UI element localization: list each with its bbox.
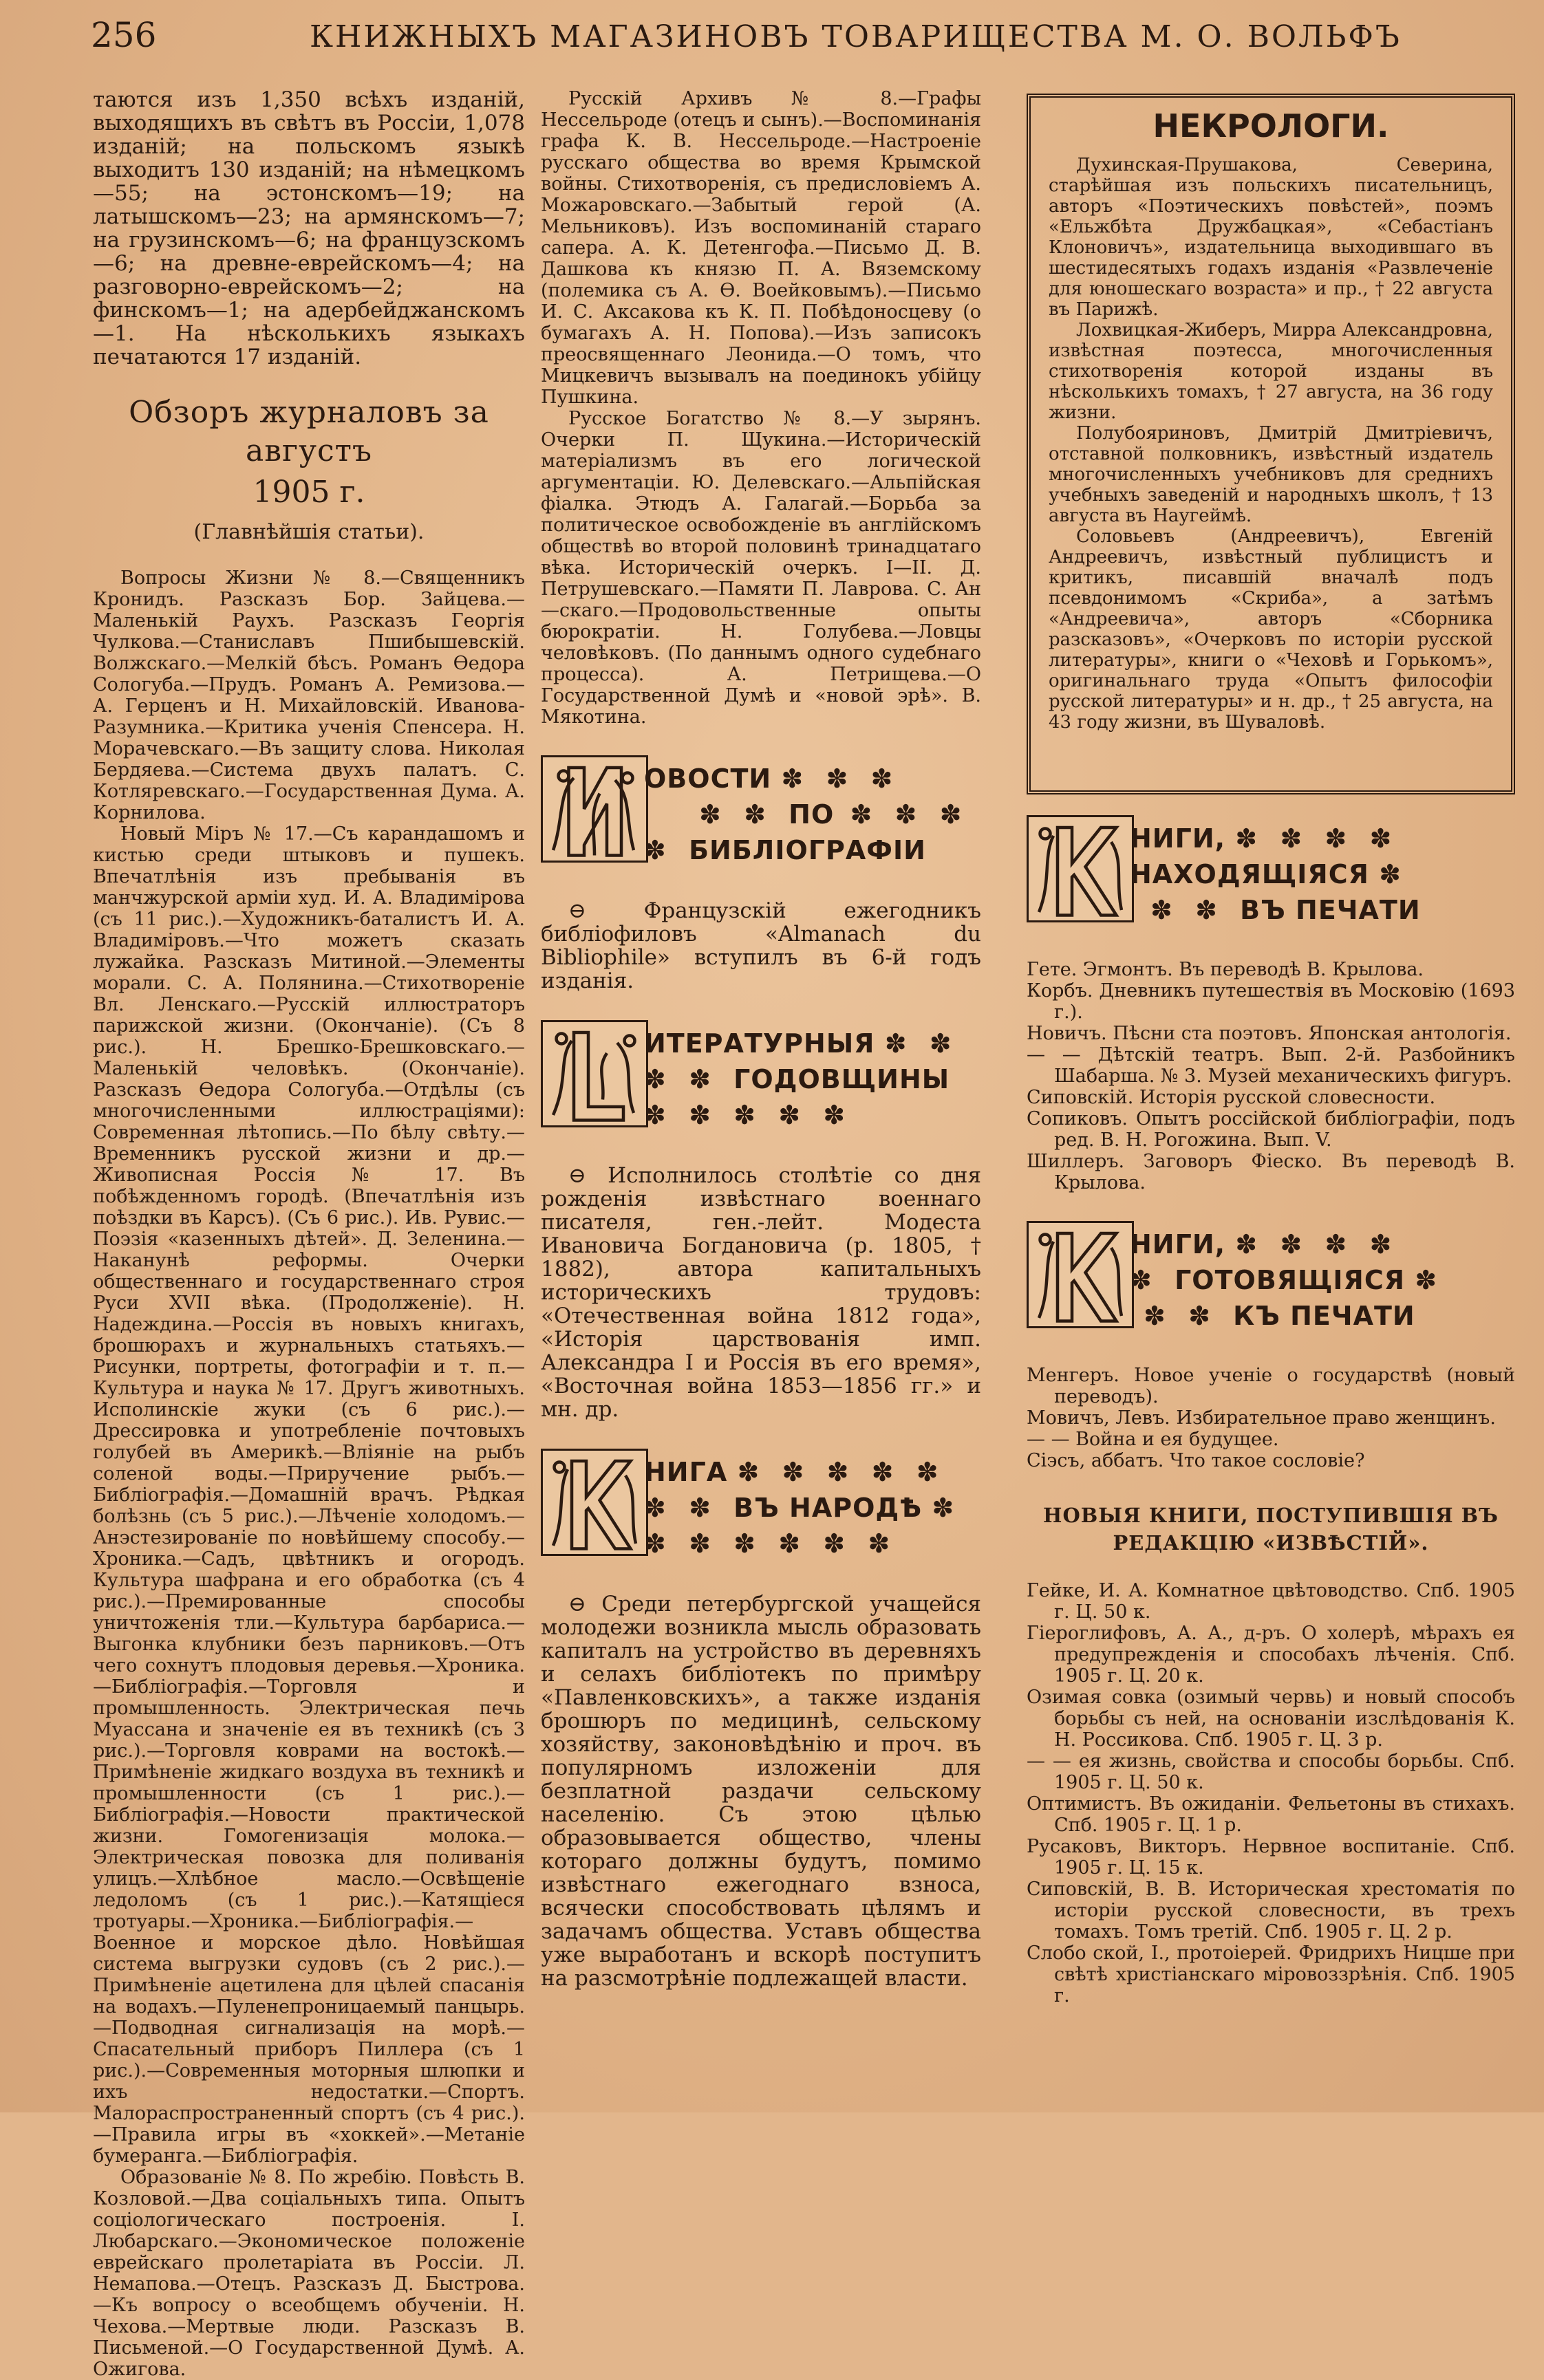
heading-line: НАХОДЯЩІЯСЯ — [1130, 859, 1369, 889]
book-entry: Корбъ. Дневникъ путешествія въ Московію (1693 г.). — [1027, 980, 1515, 1023]
book-entry: Гете. Эгмонтъ. Въ переводѣ В. Крылова. — [1027, 959, 1424, 980]
section-books-forthcoming — [1027, 1221, 1515, 1334]
section-heading: НИГА ✽ ✽ ✽ ✽ ✽ ✽ ✽ ВЪ НАРОДѢ ✽ ✽ ✽ ✽ ✽ ✽ ✽ — [644, 1457, 961, 1559]
column-right — [1027, 88, 1515, 2006]
heading-line: ГОТОВЯЩІЯСЯ — [1175, 1265, 1405, 1295]
review-title-year: 1905 г. — [253, 475, 365, 510]
book-entry: Сиповскій. Исторія русской словесности. — [1027, 1087, 1436, 1108]
heading-line: ИТЕРАТУРНЫЯ — [644, 1028, 875, 1059]
new-book-entry: Гіероглифовъ, А. А., д-ръ. О холерѣ, мѣрахъ ея предупрежденія и способахъ лѣченія. Спб. 1905 г. Ц. 20 к. — [1027, 1623, 1515, 1687]
review-entry: Образованіе № 8. По жребію. Повѣсть В. Козловой.—Два соціальныхъ типа. Опытъ соціологическаго построенія. I. Любарскаго.—Экономическое положеніе еврейскаго пролетаріата въ Россіи. Л. Немапова.—Отецъ. Разсказъ Д. Быстрова.—Къ вопросу о всеобщемъ обученіи. Н. Чехова.—Мертвые люди. Разсказъ В. Письменой.—О Государственной Думѣ. А. Ожигова. — [93, 2167, 525, 2380]
ornament-initial-icon — [541, 1449, 648, 1556]
ornament-initial-icon — [541, 1020, 648, 1127]
heading-line: ВЪ НАРОДѢ — [733, 1493, 923, 1523]
ornament-initial-icon — [1027, 1221, 1134, 1328]
books-forthcoming-list — [1027, 1365, 1515, 1471]
new-books-list — [1027, 1580, 1515, 2006]
review-subtitle: (Главнѣйшія статьи). — [193, 520, 425, 544]
book-people-item: ⊖ Среди петербургской учащейся молодежи возникла мысль образовать капиталъ на устройство въ деревняхъ и селахъ библіотекъ по примѣру «Павленковскихъ», а также изданія брошюръ по медицинѣ, сельскому хозяйству, законовѣдѣнію и проч. въ популярномъ изложеніи для безплатной раздачи сельскому населенію. Съ этою цѣлью образовывается общество, члены котораго должны будутъ, помимо извѣстнаго ежегоднаго взноса, всячески способствовать цѣлямъ и задачамъ общества. Уставъ общества уже выработанъ и вскорѣ поступитъ на разсмотрѣніе подлежащей власти. — [541, 1592, 981, 1991]
new-book-entry: Озимая совка (озимый червь) и новый способъ борьбы съ ней, на основаніи изслѣдованія К. Н. Россикова. Спб. 1905 г. Ц. 3 р. — [1027, 1687, 1515, 1751]
section-heading: ИТЕРАТУРНЫЯ ✽ ✽ ✽ ✽ ГОДОВЩИНЫ ✽ ✽ ✽ ✽ ✽ — [644, 1028, 958, 1130]
book-entry: Сопиковъ. Опытъ россійской библіографіи, подъ ред. В. Н. Рогожина. Вып. V. — [1027, 1108, 1515, 1151]
obituary-entry: Духинская-Прушакова, Северина, старѣйшая изъ польскихъ писательницъ, авторъ «Поэтическихъ повѣстей», поэмъ «Ельжбѣта Дружбацкая», «Себастіанъ Клоновичъ», издательница выходившаго въ шестидесятыхъ годахъ изданія «Развлеченіе для юношескаго возраста» и пр., † 22 августа въ Парижѣ. — [1049, 155, 1493, 320]
ornament-initial-icon — [1027, 815, 1134, 922]
review-entry: Вопросы Жизни № 8.—Священникъ Кронидъ. Разсказъ Бор. Зайцева.—Маленькій Раухъ. Разсказъ Георгія Чулкова.—Станиславъ Пшибышевскій. Волжскаго.—Мелкій бѣсъ. Романъ Ѳедора Сологуба.—Прудъ. Романъ А. Ремизова.—А. Герценъ и Н. Михайловскій. Иванова-Разумника.—Критика ученія Спенсера. Н. Морачевскаго.—Въ защиту слова. Николая Бердяева.—Система двухъ палатъ. С. Котляревскаго.—Государственная Дума. А. Корнилова. — [93, 567, 525, 823]
new-book-entry: Гейке, И. А. Комнатное цвѣтоводство. Спб. 1905 г. Ц. 50 к. — [1027, 1580, 1515, 1623]
section-heading: НИГИ, ✽ ✽ ✽ ✽ ✽ ГОТОВЯЩІЯСЯ ✽ ✽ ✽ КЪ ПЕЧАТИ — [1130, 1229, 1444, 1331]
heading-line: ВЪ ПЕЧАТИ — [1240, 895, 1421, 925]
new-book-entry: Русаковъ, Викторъ. Нервное воспитаніе. Спб. 1905 г. Ц. 15 к. — [1027, 1836, 1515, 1879]
book-entry: Менгеръ. Новое ученіе о государствѣ (новый переводъ). — [1027, 1365, 1515, 1407]
section-books-in-print — [1027, 815, 1515, 929]
ornament-initial-icon — [541, 755, 648, 863]
section-bibliography-news — [541, 755, 981, 869]
heading-line: БИБЛІОГРАФІИ — [689, 835, 926, 865]
heading-line: ОВОСТИ — [644, 764, 772, 794]
heading-line: НИГИ, — [1130, 823, 1226, 854]
heading-line: НИГИ, — [1130, 1229, 1226, 1259]
book-entry: Мовичъ, Левъ. Избирательное право женщинъ. — [1027, 1407, 1496, 1429]
new-books-heading: НОВЫЯ КНИГИ, ПОСТУПИВШІЯ ВЪ РЕДАКЦІЮ «ИЗВѢСТІЙ». — [1043, 1504, 1499, 1555]
book-entry: Шиллеръ. Заговоръ Фіеско. Въ переводѣ В. Крылова. — [1027, 1151, 1515, 1193]
anniversary-item: ⊖ Исполнилось столѣтіе со дня рожденія извѣстнаго военнаго писателя, ген.-лейт. Модеста Ивановича Богдановича (р. 1805, † 1882), автора капитальныхъ историческихъ трудовъ: «Отечественная война 1812 года», «Исторія царствованія имп. Александра I и Россія въ его время», «Восточная война 1853—1856 гг.» и мн. др. — [541, 1163, 981, 1422]
column-middle — [541, 88, 981, 1990]
heading-line: КЪ ПЕЧАТИ — [1233, 1301, 1415, 1331]
obituaries-title: НЕКРОЛОГИ. — [1152, 107, 1389, 144]
review-entry: Новый Міръ № 17.—Съ карандашомъ и кистью среди штыковъ и пушекъ. Впечатлѣнія изъ пребыванія въ манчжурской арміи худ. И. А. Владимірова (съ 11 рис.).—Художникъ-баталистъ И. А. Владиміровъ.—Что можетъ сказать лужайка. Разсказъ Митиной.—Элементы морали. С. А. Полянина.—Стихотвореніе Вл. Ленскаго.—Русскій иллюстраторъ парижской жизни. (Окончаніе). (Съ 8 рис.). Н. Брешко-Брешковскаго.—Маленькій человѣкъ. (Окончаніе). Разсказъ Ѳедора Сологуба.—Отдѣлы (съ многочисленными иллюстраціями): Современная лѣтопись.—По бѣлу свѣту.—Временникъ русской жизни и др.—Живописная Россія № 17. Въ побѣжденномъ городѣ. (Впечатлѣнія изъ поѣздки въ Карсъ). (Съ 6 рис.). Ив. Рувис.—Поэзія «казенныхъ дѣтей». Д. Зеленина.—Наканунѣ реформы. Очерки общественнаго и государственнаго строя Руси XVII вѣка. (Продолженіе). Н. Надеждина.—Россія въ новыхъ книгахъ, брошюрахъ и журнальныхъ статьяхъ.—Рисунки, портреты, фотографіи и т. п.—Культура и наука № 17. Другъ животныхъ. Исполинскіе жуки (съ 6 рис.).—Дрессировка и употребленіе почтовыхъ голубей въ Америкѣ.—Вліяніе на рыбъ соленой воды.—Приручение рыбъ.—Библіографія.—Домашній врачъ. Рѣдкая болѣзнь (съ 5 рис.).—Лѣченіе холодомъ.—Анэстезированіе по новѣйшему способу.—Хроника.—Садъ, цвѣтникъ и огородъ. Культура шафрана и его обработка (съ 4 рис.).—Премированные способы уничтоженія тли.—Культура барбариса.—Выгонка клубники безъ парниковъ.—Отъ чего сохнутъ плодовыя деревья.—Хроника.—Библіографія.—Торговля и промышленность. Электрическая печь Муассана и значеніе ея въ техникѣ (съ 3 рис.).—Торговля коврами на востокѣ.—Примѣненіе жидкаго воздуха въ техникѣ и промышленности (съ 1 рис.).—Библіографія.—Новости практической жизни. Гомогенизація молока.—Электрическая повозка для поливанія улицъ.—Хлѣбное масло.—Освѣщеніе ледоломъ (съ 1 рис.).—Катящіеся тротуары.—Хроника.—Библіографія.—Военное и морское дѣло. Новѣйшая система выгрузки судовъ (съ 2 рис.).—Примѣненіе ацетилена для цѣлей спасанія на водахъ.—Пуленепроницаемый панцырь.—Подводная сигнализація на морѣ.—Спасательный приборъ Пиллера (съ 1 рис.).—Современныя моторныя шлюпки и ихъ недостатки.—Спортъ. Малораспространенный спортъ (съ 4 рис.).—Правила игры въ «хоккей».—Метаніе бумеранга.—Библіографія. — [93, 823, 525, 2167]
column-left — [93, 88, 525, 2380]
new-book-entry: Слобо ской, І., протоіерей. Фридрихъ Ницше при свѣтѣ христіанскаго міровоззрѣнія. Спб. 1905 г. — [1027, 1943, 1515, 2006]
new-book-entry: Сиповскій, В. В. Историческая хрестоматія по исторіи русской словесности, въ трехъ томахъ. Томъ третій. Спб. 1905 г. Ц. 2 р. — [1027, 1879, 1515, 1943]
book-entry: — — Война и ея будущее. — [1027, 1429, 1279, 1450]
obituaries-box — [1027, 94, 1515, 794]
books-in-print-list — [1027, 959, 1515, 1193]
section-literary-anniversaries — [541, 1020, 981, 1134]
book-entry: — — Дѣтскій театръ. Вып. 2-й. Разбойникъ Шабарша. № 3. Музей механическихъ фигуръ. — [1027, 1044, 1515, 1087]
running-header: КНИЖНЫХЪ МАГАЗИНОВЪ ТОВАРИЩЕСТВА М. О. ВОЛЬФЪ — [310, 19, 1402, 54]
heading-line: ГОДОВЩИНЫ — [733, 1064, 950, 1094]
section-heading: НИГИ, ✽ ✽ ✽ ✽ НАХОДЯЩІЯСЯ ✽ ✽ ✽ ВЪ ПЕЧАТИ — [1130, 823, 1421, 925]
new-book-entry: Оптимистъ. Въ ожиданіи. Фельетоны въ стихахъ. Спб. 1905 г. Ц. 1 р. — [1027, 1793, 1515, 1836]
heading-line: НИГА — [644, 1457, 728, 1487]
intro-paragraph: таются изъ 1,350 всѣхъ изданій, выходящихъ въ свѣтъ въ Россіи, 1,078 изданій; на польскомъ языкѣ выходитъ 130 изданій; на нѣмецкомъ—55; на эстонскомъ—19; на латышскомъ—23; на армянскомъ—7; на грузинскомъ—6; на французскомъ—6; на древне-еврейскомъ—4; на разговорно-еврейскомъ—2; на финскомъ—1; на адербейджанскомъ—1. На нѣсколькихъ языкахъ печатаются 17 изданій. — [93, 87, 525, 369]
review-entry: Русскій Архивъ № 8.—Графы Нессельроде (отецъ и сынъ).—Воспоминанія графа К. В. Нессельроде.—Настроеніе русскаго общества во время Крымской войны. Стихотворенія, съ предисловіемъ А. Можаровскаго.—Забытый герой (А. Мельниковъ). Изъ воспоминаній стараго сапера. А. К. Детенгофа.—Письмо Д. В. Дашкова къ князю П. А. Вяземскому (полемика съ А. Ѳ. Воейковымъ).—Письмо И. С. Аксакова къ К. П. Побѣдоносцеву (о бумагахъ А. Н. Попова).—Изъ записокъ преосвященнаго Леонида.—О томъ, что Мицкевичъ вызывалъ на поединокъ убійцу Пушкина. — [541, 88, 981, 408]
obituary-entry: Лохвицкая-Жиберъ, Мирра Александровна, извѣстная поэтесса, многочисленныя стихотворенія которой изданы въ нѣсколькихъ томахъ, † 27 августа, на 36 году жизни. — [1049, 320, 1493, 423]
review-title: Обзоръ журналовъ за августъ — [129, 395, 489, 468]
book-entry: Сіэсъ, аббатъ. Что такое сословіе? — [1027, 1450, 1365, 1471]
page-number: 256 — [91, 15, 157, 55]
book-entry: Новичъ. Пѣсни ста поэтовъ. Японская антологія. — [1027, 1023, 1512, 1044]
heading-line: ПО — [789, 799, 835, 830]
review-entry: Русское Богатство № 8.—У зырянъ. Очерки П. Щукина.—Историческій матеріализмъ въ его логической аргументаціи. Ю. Делевскаго.—Альпійская фіалка. Этюдъ А. Галагай.—Борьба за политическое освобожденіе въ англійскомъ обществѣ во второй половинѣ тринадцатаго вѣка. Историческій очеркъ. I—II. Д. Петрушевскаго.—Памяти П. Лаврова. С. Ан—скаго.—Продовольственные опыты бюрократіи. Н. Голубева.—Ловцы человѣковъ. (По даннымъ одного судебнаго процесса). А. Петрищева.—О Государственной Думѣ и «новой эрѣ». В. Мякотина. — [541, 408, 981, 728]
section-heading: ОВОСТИ ✽ ✽ ✽ ✽ ✽ ПО ✽ ✽ ✽ ✽ БИБЛІОГРАФІИ — [644, 764, 969, 865]
new-book-entry: — — ея жизнь, свойства и способы борьбы. Спб. 1905 г. Ц. 50 к. — [1027, 1751, 1515, 1793]
news-item: ⊖ Французскій ежегодникъ библіофиловъ «Almanach du Bibliophile» вступилъ въ 6-й годъ изданія. — [541, 898, 981, 993]
obituary-entry: Полубояриновъ, Дмитрій Дмитріевичъ, отставной полковникъ, извѣстный издатель многочисленныхъ учебниковъ для среднихъ учебныхъ заведеній и народныхъ школъ, † 13 августа въ Наугеймѣ. — [1049, 423, 1493, 526]
obituary-entry: Соловьевъ (Андреевичъ), Евгеній Андреевичъ, извѣстный публицистъ и критикъ, писавшій вначалѣ подъ псевдонимомъ «Скриба», а затѣмъ «Андреевича», авторъ «Сборника разсказовъ», «Очерковъ по исторіи русской литературы», книги о «Чеховѣ и Горькомъ», оригинальнаго труда «Опытъ философіи русской литературы» и н. др., † 25 августа, на 43 году жизни, въ Шуваловѣ. — [1049, 526, 1493, 733]
section-book-people — [541, 1449, 981, 1562]
